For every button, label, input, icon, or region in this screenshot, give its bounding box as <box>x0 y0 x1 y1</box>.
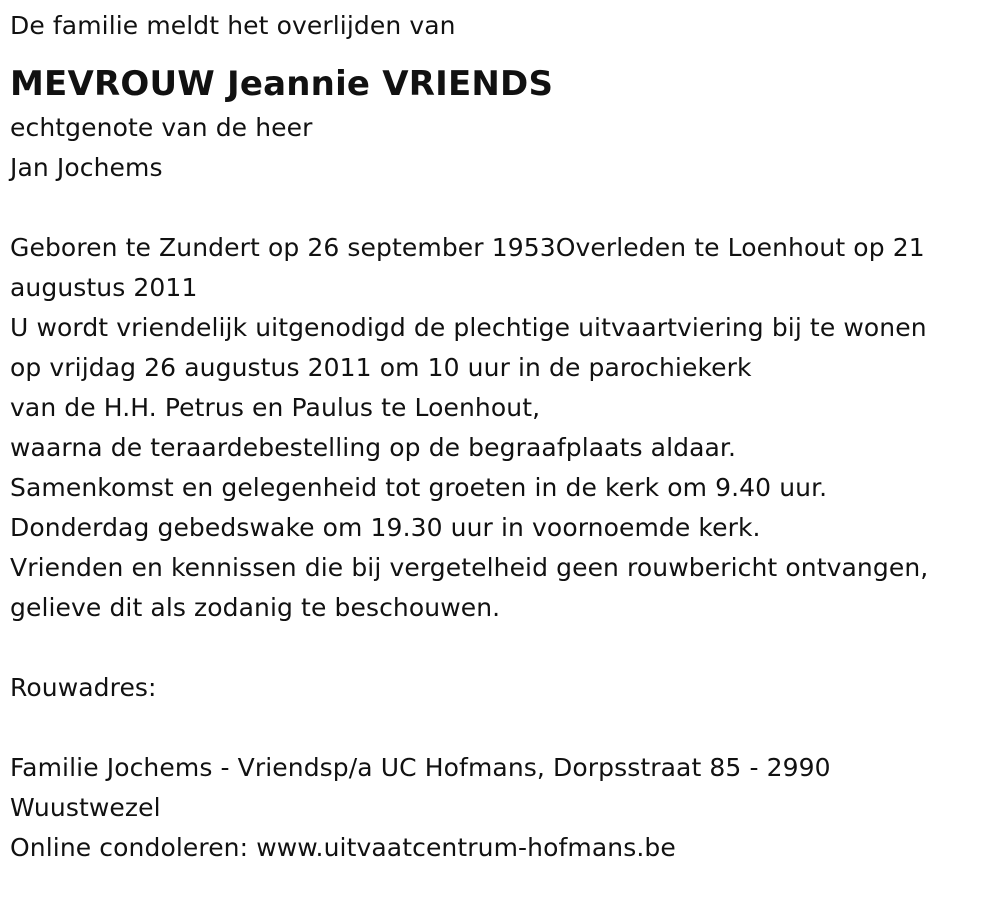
spouse-line-1: echtgenote van de heer <box>10 113 313 142</box>
notice-line-1: Vrienden en kennissen die bij vergetelheid geen rouwbericht ontvangen, <box>10 553 929 582</box>
spacer <box>10 188 995 228</box>
deceased-name: MEVROUW Jeannie VRIENDS <box>10 64 554 104</box>
birth-death-line-1: Geboren te Zundert op 26 september 1953Overleden te Loenhout op 21 <box>10 233 925 262</box>
invitation-line-2: op vrijdag 26 augustus 2011 om 10 uur in de parochiekerk <box>10 353 752 382</box>
mourning-address-line-2: Wuustwezel <box>10 793 161 822</box>
online-condolence-line <box>10 828 995 868</box>
mourning-address-line-1: Familie Jochems - Vriendsp/a UC Hofmans, Dorpsstraat 85 - 2990 <box>10 753 831 782</box>
invitation-line-1: U wordt vriendelijk uitgenodigd de plechtige uitvaartviering bij te wonen <box>10 313 927 342</box>
notice-line-2: gelieve dit als zodanig te beschouwen. <box>10 593 501 622</box>
gathering-text: Samenkomst en gelegenheid tot groeten in de kerk om 9.40 uur. <box>10 473 828 502</box>
spouse-line-2: Jan Jochems <box>10 153 163 182</box>
birth-death-line-2: augustus 2011 <box>10 273 198 302</box>
condolence-website-link[interactable]: www.uitvaatcentrum-hofmans.be <box>256 833 676 862</box>
online-condolence-label: Online condoleren: <box>10 833 257 862</box>
spacer <box>10 628 995 668</box>
wake-text: Donderdag gebedswake om 19.30 uur in voornoemde kerk. <box>10 513 761 542</box>
intro-text: De familie meldt het overlijden van <box>10 11 456 40</box>
spacer <box>10 708 995 748</box>
obituary-notice <box>10 6 995 868</box>
invitation-line-4: waarna de teraardebestelling op de begraafplaats aldaar. <box>10 433 737 462</box>
invitation-line-3: van de H.H. Petrus en Paulus te Loenhout, <box>10 393 541 422</box>
mourning-address-label: Rouwadres: <box>10 673 157 702</box>
